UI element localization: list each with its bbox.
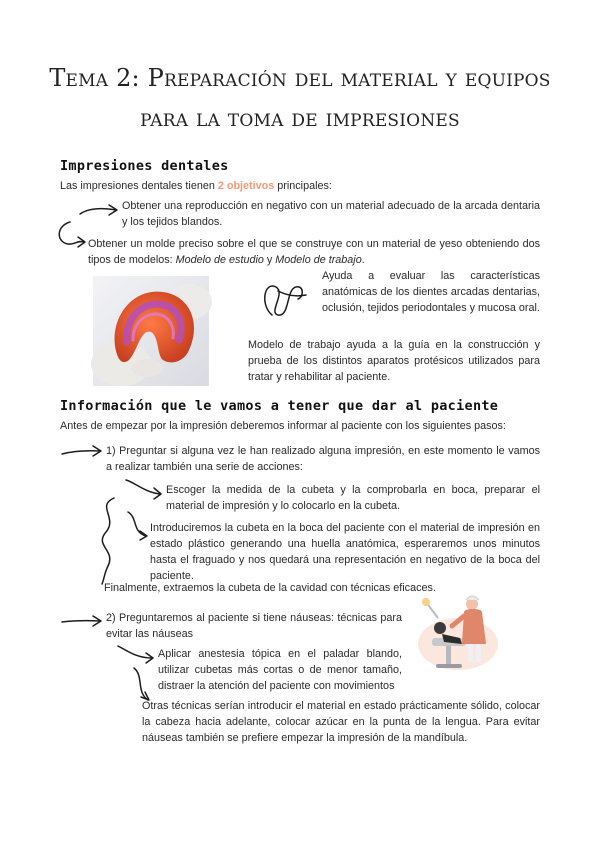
model-study-description: Ayuda a evaluar las características anatómicas de los dientes arcadas dentarias, oclusión, tejidos periodontales y mucosa oral.: [322, 270, 540, 314]
model-work-description: Modelo de trabajo ayuda a la guía en la construcción y prueba de los distintos aparatos protésicos utilizados para tratar y rehabilitar al paciente.: [248, 339, 540, 383]
curl-arrow-icon: [56, 220, 90, 256]
dental-tray-photo: [93, 276, 209, 386]
intro-text-start: Las impresiones dentales tienen: [60, 180, 218, 192]
step-1a: Escoger la medida de la cubeta y la comprobarla en boca, preparar el material de impresión y lo colocarlo en la cubeta.: [166, 484, 540, 512]
dentist-illustration: [412, 582, 504, 674]
period-text: .: [361, 254, 365, 266]
step-1b: Introduciremos la cubeta en la boca del paciente con el material de impresión en estado plástico generando una huella anatómica, esperaremos unos minutos hasta el fraguado y nos quedará una representación en negativo de la boca del paciente.: [150, 522, 540, 582]
objective-1: Obtener una reproducción en negativo con un material adecuado de la arcada dentaria y los tejidos blandos.: [122, 200, 540, 228]
and-text: y: [263, 254, 276, 266]
section-heading-informacion: Información que le vamos a tener que dar al paciente: [60, 398, 499, 414]
step-2a: Aplicar anestesia tópica en el paladar blando, utilizar cubetas más cortas o de menor tamaño, distraer la atención del paciente con movimientos: [158, 648, 402, 692]
objective-2: [88, 236, 540, 268]
curl-arrow-icon: [116, 642, 158, 668]
model-work-term: Modelo de trabajo: [275, 254, 362, 266]
objective-2-text: Obtener un molde preciso sobre el que se construye con un material de yeso obteniendo dos tipos de modelos:: [88, 238, 540, 266]
squiggle-icon: [94, 494, 124, 586]
step-1: 1) Preguntar si alguna vez le han realizado alguna impresión, en este momento le vamos a realizar también una serie de acciones:: [106, 445, 540, 473]
section2-intro: Antes de empezar por la impresión deberemos informar al paciente con los siguientes pasos:: [60, 420, 506, 432]
arrow-icon: [60, 610, 106, 632]
section-heading-impresiones: Impresiones dentales: [60, 158, 229, 174]
step-1c: Finalmente, extraemos la cubeta de la cavidad con técnicas eficaces.: [104, 582, 436, 594]
section1-intro: [60, 178, 540, 194]
squiggle-icon: [256, 275, 312, 323]
step-2b: Otras técnicas serían introducir el material en estado prácticamente sólido, colocar la cabeza hacia adelante, colocar azúcar en la punta de la lengua. Para evitar náuseas también se prefiere empezar la impresión de la mandíbula.: [142, 700, 540, 744]
intro-accent: 2 objetivos: [217, 180, 275, 192]
arrow-icon: [60, 440, 106, 462]
model-study-term: Modelo de estudio: [175, 254, 264, 266]
page-title: Tema 2: Preparación del material y equipos para la toma de impresiones: [49, 64, 551, 132]
intro-text-end: principales:: [274, 180, 332, 192]
arrow-icon: [78, 198, 122, 220]
step-2: 2) Preguntaremos al paciente si tiene náuseas: técnicas para evitar las náuseas: [106, 612, 402, 640]
curl-arrow-icon: [124, 476, 166, 504]
